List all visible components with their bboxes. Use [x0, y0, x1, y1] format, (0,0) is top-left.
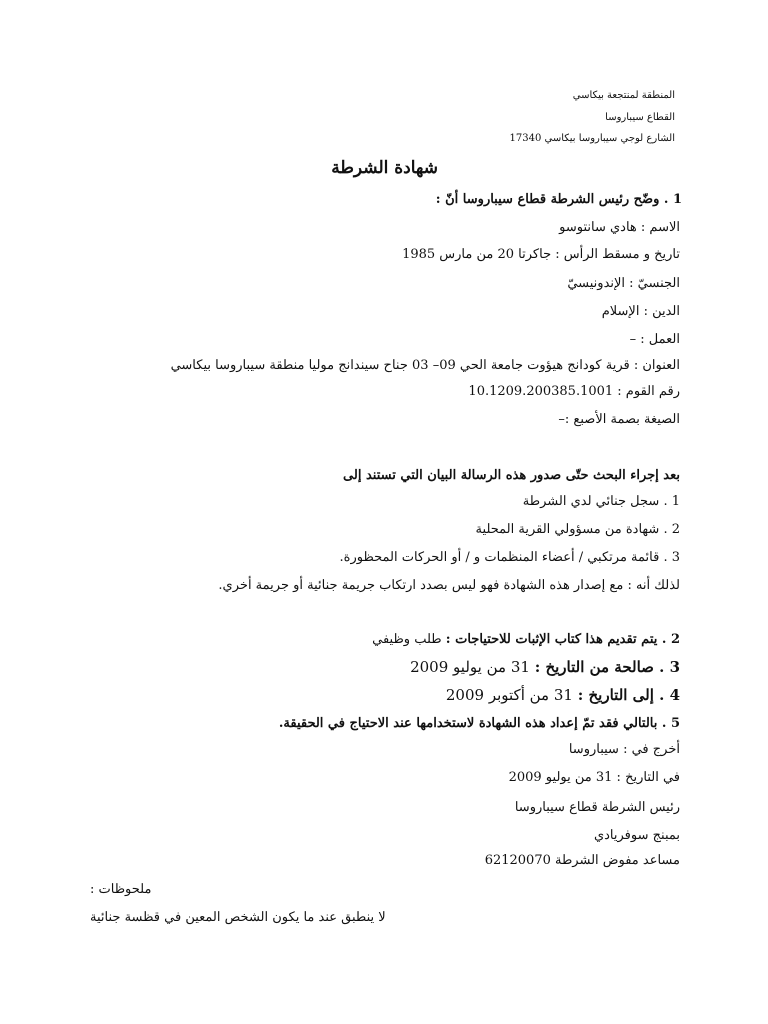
point-4-label: 4 . إلى التاريخ : — [577, 686, 680, 704]
research-conclusion: لذلك أنه : مع إصدار هذه الشهادة فهو ليس بصدد ارتكاب جريمة جنائية أو جريمة أخري. — [218, 578, 680, 593]
point-2 — [372, 632, 680, 648]
point-3-label: 3 . صالحة من التاريخ : — [534, 658, 680, 676]
field-work: العمل : – — [629, 332, 680, 347]
issued-date: في التاريخ : 31 من يوليو 2009 — [508, 770, 680, 785]
research-item-1: 1 . سجل جنائي لدي الشرطة — [522, 494, 680, 509]
header-line-sector: القطاع سيباروسا — [605, 112, 675, 123]
header-line-street: الشارع لوجي سيباروسا بيكاسي 17340 — [509, 133, 675, 144]
field-religion: الدين : الإسلام — [601, 304, 680, 319]
signer-name: بمبنج سوفريادي — [593, 828, 680, 843]
notes-text: لا ينطبق عند ما يكون الشخص المعين في قظسة جنائية — [90, 910, 386, 925]
field-nationality: الجنسيّ : الإندونيسيّ — [567, 276, 680, 291]
point-5: 5 . بالتالي فقد تمّ إعداد هذه الشهادة لاستخدامها عند الاحتياج في الحقيقة. — [278, 716, 680, 731]
field-fingerprint: الصيغة بصمة الأصبع :– — [558, 412, 680, 427]
point-4-value: 31 من أكتوبر 2009 — [445, 686, 573, 704]
point-3 — [410, 658, 680, 676]
point-2-label: 2 . يتم تقديم هذا كتاب الإثبات للاحتياجات : — [445, 632, 680, 647]
point-3-value: 31 من يوليو 2009 — [410, 658, 530, 676]
field-birth: تاريخ و مسقط الرأس : جاكرتا 20 من مارس 1985 — [402, 247, 680, 262]
document-title: شهادة الشرطة — [331, 158, 438, 178]
field-id-number: رقم القوم : 10.1209.200385.1001 — [468, 384, 680, 399]
point-4 — [446, 686, 680, 704]
notes-label: ملحوظات : — [90, 882, 152, 897]
research-item-2: 2 . شهادة من مسؤولي القرية المحلية — [475, 522, 680, 537]
field-name: الاسم : هادي سانتوسو — [559, 220, 680, 235]
research-heading: بعد إجراء البحث حتّى صدور هذه الرسالة البيان التي تستند إلى — [343, 468, 680, 483]
issuer-role: رئيس الشرطة قطاع سيباروسا — [514, 800, 680, 815]
point-2-value: طلب وظيفي — [372, 632, 442, 647]
deputy-commissioner: مساعد مفوض الشرطة 62120070 — [484, 853, 680, 868]
field-address: العنوان : قرية كودانج هيؤوت جامعة الحي 09– 03 جناح سيندانج موليا منطقة سيباروسا بيكاسي — [170, 358, 680, 373]
issued-place: أخرج في : سيباروسا — [568, 742, 680, 757]
research-item-3: 3 . قائمة مرتكبي / أعضاء المنظمات و / أو الحركات المحظورة. — [339, 550, 680, 565]
section1-heading: 1 . وضّح رئيس الشرطة قطاع سيباروسا أنّ : — [435, 192, 682, 207]
header-line-region: المنطقة لمنتجعة بيكاسي — [572, 90, 675, 101]
